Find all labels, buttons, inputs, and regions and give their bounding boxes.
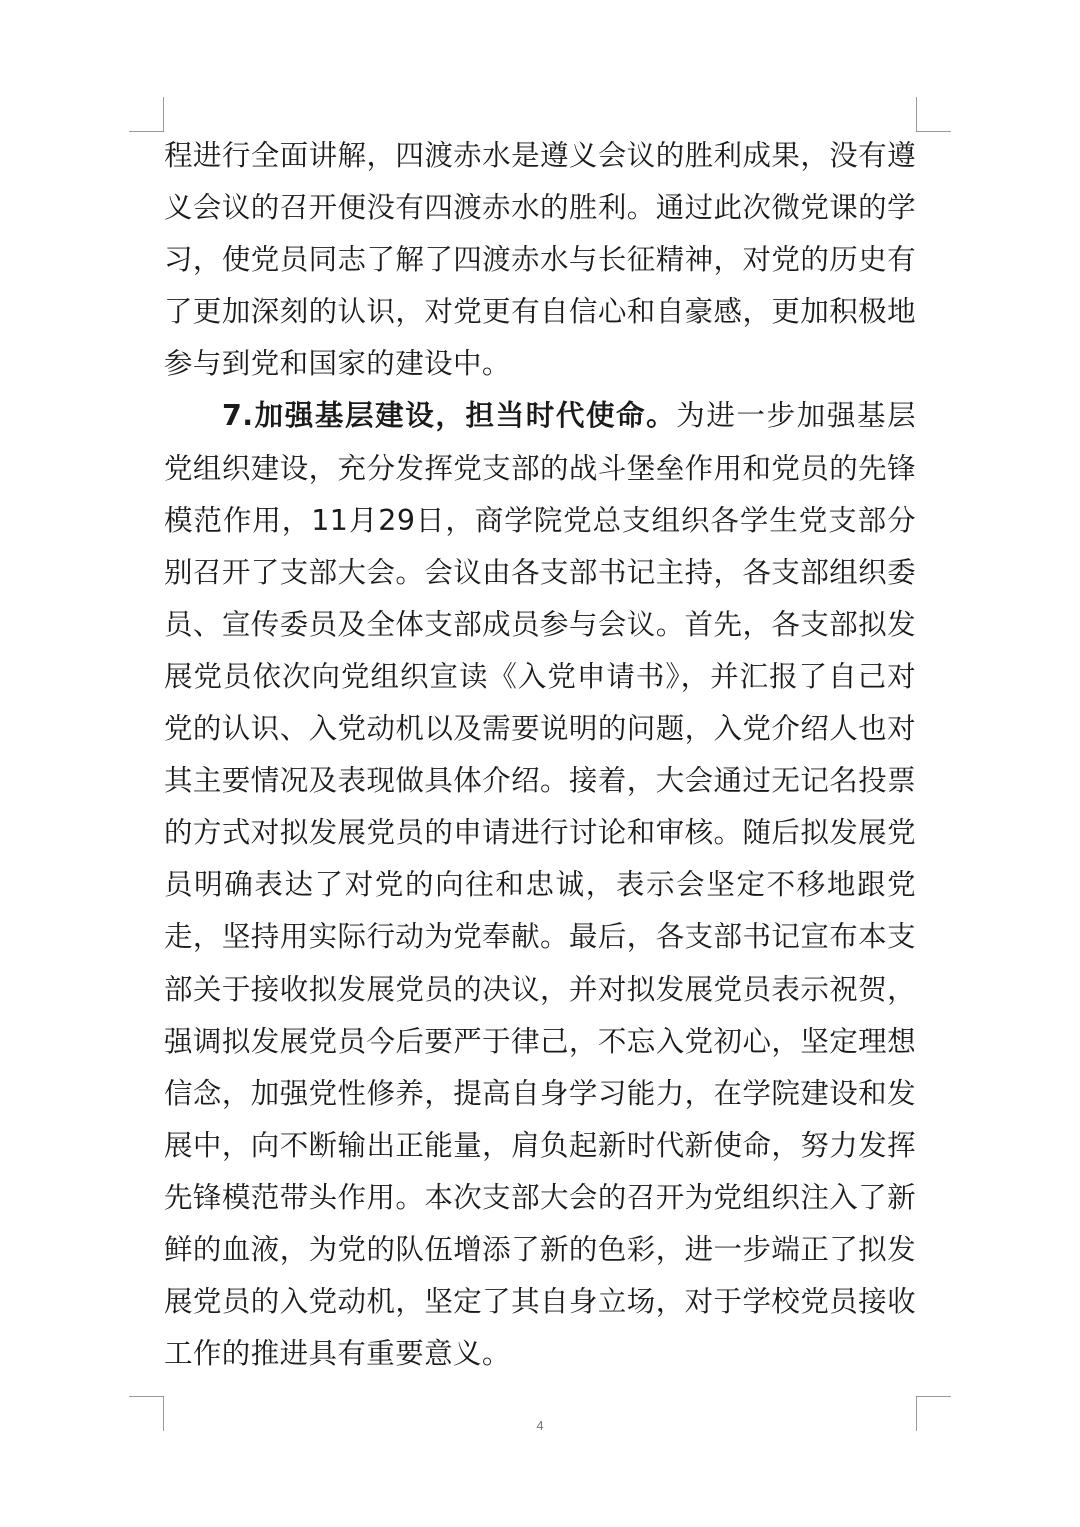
document-body xyxy=(164,130,916,1380)
crop-mark-top-right xyxy=(916,97,951,132)
paragraph-continued xyxy=(164,130,916,390)
page-number: 4 xyxy=(536,1418,544,1433)
crop-mark-top-left xyxy=(129,97,164,132)
paragraph-section-7 xyxy=(164,390,916,1380)
paragraph-text: 程进行全面讲解，四渡赤水是遵义会议的胜利成果，没有遵义会议的召开便没有四渡赤水的胜利。通过此次微党课的学习，使党员同志了解了四渡赤水与长征精神，对党的历史有了更加深刻的认识，对党更有自信心和自豪感，更加积极地参与到党和国家的建设中。 xyxy=(164,139,916,381)
paragraph-text: 为进一步加强基层党组织建设，充分发挥党支部的战斗堡垒作用和党员的先锋模范作用，11月29日，商学院党总支组织各学生党支部分别召开了支部大会。会议由各支部书记主持，各支部组织委员、宣传委员及全体支部成员参与会议。首先，各支部拟发展党员依次向党组织宣读《入党申请书》，并汇报了自己对党的认识、入党动机以及需要说明的问题，入党介绍人也对其主要情况及表现做具体介绍。接着，大会通过无记名投票的方式对拟发展党员的申请进行讨论和审核。随后拟发展党员明确表达了对党的向往和忠诚，表示会坚定不移地跟党走，坚持用实际行动为党奉献。最后，各支部书记宣布本支部关于接收拟发展党员的决议，并对拟发展党员表示祝贺，强调拟发展党员今后要严于律己，不忘入党初心，坚定理想信念，加强党性修养，提高自身学习能力，在学院建设和发展中，向不断输出正能量，肩负起新时代新使命，努力发挥先锋模范带头作用。本次支部大会的召开为党组织注入了新鲜的血液，为党的队伍增添了新的色彩，进一步端正了拟发展党员的入党动机，坚定了其自身立场，对于学校党员接收工作的推进具有重要意义。 xyxy=(164,399,917,1371)
section-heading: 7.加强基层建设，担当时代使命。 xyxy=(222,399,677,433)
